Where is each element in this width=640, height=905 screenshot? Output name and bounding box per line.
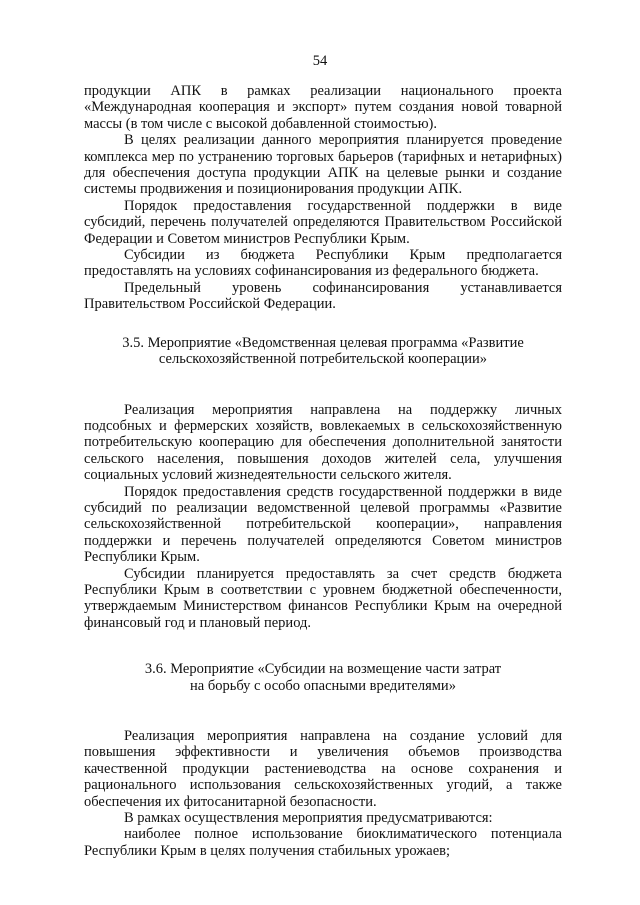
paragraph-cooperation-subsidies: Субсидии планируется предоставлять за счет средств бюджета Республики Крым в соответствии с уровнем бюджетной обеспеченности, утверждаемым Министерством финансов Республики Крым на очередной финансовый год и плановый период. [84,565,562,631]
section-heading-3-5-line1: 3.5. Мероприятие «Ведомственная целевая программа «Развитие [122,334,524,351]
paragraph-cooperation-goal: Реализация мероприятия направлена на поддержку личных подсобных и фермерских хозяйств, вовлекаемых в сельскохозяйственную потребительскую кооперацию для обеспечения дополнительной занятости сельского населения, повышения доходов жителей села, улучшения социальных условий жизнедеятельности сельского жителя. [84,401,562,484]
section-heading-3-5 [84,335,562,368]
paragraph-measure-climate: наиболее полное использование биоклиматического потенциала Республики Крым в целях получения стабильных урожаев; [84,826,562,859]
section-heading-3-6 [84,661,562,694]
paragraph-trade-barriers: В целях реализации данного мероприятия планируется проведение комплекса мер по устранению торговых барьеров (тарифных и нетарифных) для обеспечения доступа продукции АПК на целевые рынки и создание системы продвижения и позиционирования продукции АПК. [84,132,562,198]
paragraph-cooperation-procedure: Порядок предоставления средств государственной поддержки в виде субсидий по реализации ведомственной целевой программы «Развитие сельскохозяйственной потребительской кооперации», направления поддержки и перечень получателей определяются Советом министров Республики Крым. [84,483,562,566]
page-number: 54 [312,53,328,69]
paragraph-cofinancing-level: Предельный уровень софинансирования устанавливается Правительством Российской Федерации. [84,279,562,313]
section-heading-3-5-line2: сельскохозяйственной потребительской кооперации» [158,351,488,368]
paragraph-pest-control-goal: Реализация мероприятия направлена на создание условий для повышения эффективности и увеличения объемов производства качественной продукции растениеводства на основе сохранения и рационального использования сельскохозяйственных угодий, а также обеспечения их фитосанитарной безопасности. [84,728,562,810]
paragraph-continuation: продукции АПК в рамках реализации национального проекта «Международная кооперация и экспорт» путем создания новой товарной массы (в том числе с высокой добавленной стоимостью). [84,83,562,132]
document-body [84,83,562,859]
section-heading-3-6-line2: на борьбу с особо опасными вредителями» [190,677,456,694]
section-heading-3-6-line1: 3.6. Мероприятие «Субсидии на возмещение части затрат [144,661,502,678]
paragraph-measures-intro: В рамках осуществления мероприятия предусматриваются: [124,810,493,827]
paragraph-support-procedure: Порядок предоставления государственной поддержки в виде субсидий, перечень получателей определяются Правительством Российской Федерации и Советом министров Республики Крым. [84,197,562,247]
paragraph-subsidies-cofinancing: Субсидии из бюджета Республики Крым предполагается предоставлять на условиях софинансирования из федерального бюджета. [84,247,562,280]
